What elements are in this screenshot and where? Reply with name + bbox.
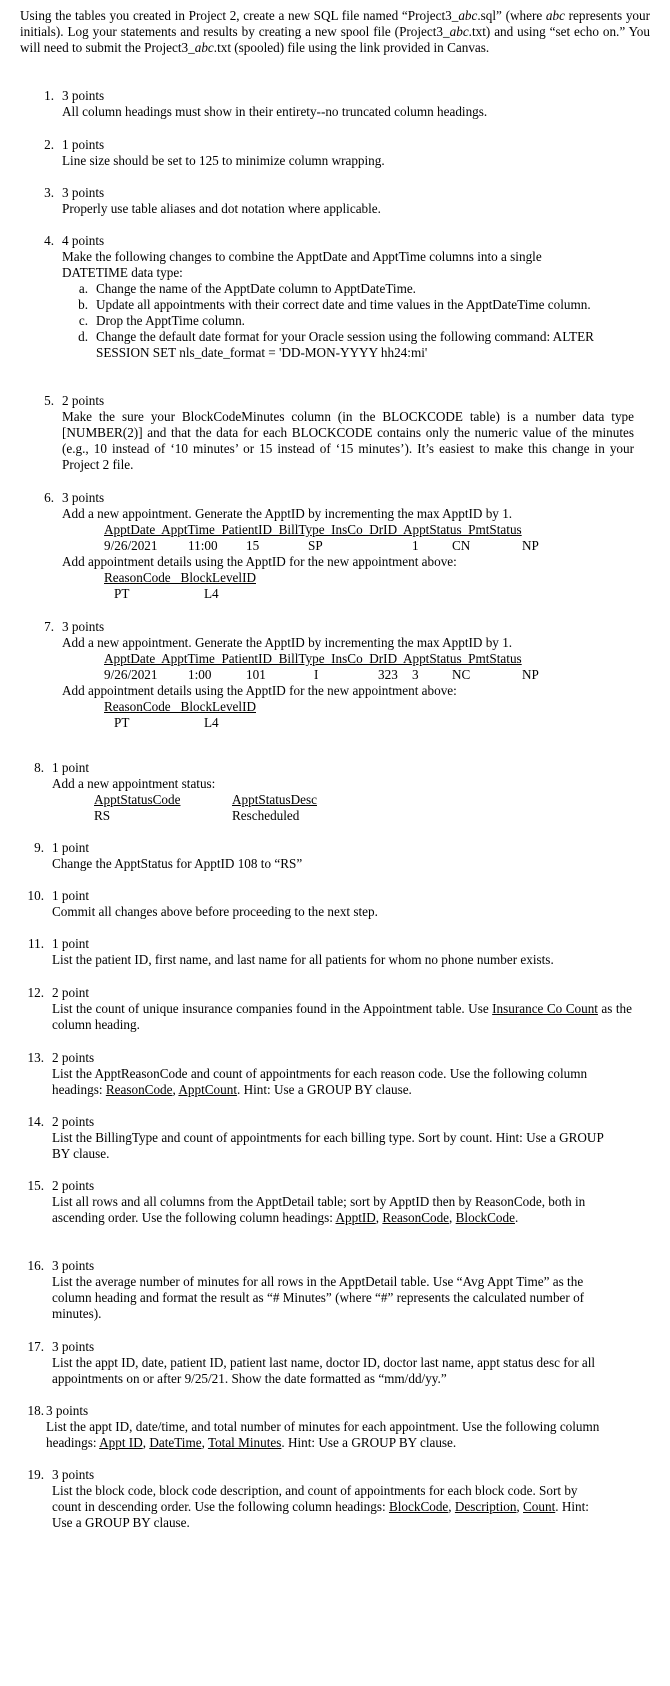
item-points: 1 point bbox=[52, 760, 89, 775]
intro-text: represents your initials). Log your statements and results by creating a new spool file (Project3_ bbox=[20, 8, 650, 39]
list-item bbox=[0, 985, 650, 1033]
item-text bbox=[52, 1066, 592, 1098]
list-item bbox=[0, 233, 650, 361]
sub-item bbox=[62, 297, 602, 313]
item-text-part: . bbox=[514, 1210, 519, 1225]
item-number: 7. bbox=[44, 619, 54, 634]
item-points: 1 point bbox=[52, 936, 89, 951]
sub-letter: d. bbox=[78, 329, 88, 344]
table-cell: 3 bbox=[412, 667, 419, 682]
table-cell: 1:00 bbox=[188, 667, 212, 682]
list-item bbox=[0, 137, 650, 169]
item-text: Add appointment details using the ApptID for the new appointment above: bbox=[62, 554, 457, 569]
list-item bbox=[0, 1050, 650, 1098]
intro-text: .sql” (where bbox=[477, 8, 546, 23]
table-cell: I bbox=[314, 667, 319, 682]
item-text-part: as the column heading. bbox=[52, 1001, 632, 1032]
item-number: 12. bbox=[27, 985, 44, 1000]
detail-table-header: ReasonCode BlockLevelID bbox=[104, 570, 256, 585]
item-points: 1 point bbox=[52, 888, 89, 903]
intro-abc: abc bbox=[545, 8, 565, 23]
item-text-part: , bbox=[449, 1210, 456, 1225]
table-cell: RS bbox=[94, 808, 111, 823]
table-cell: CN bbox=[452, 538, 471, 553]
appointment-table-header: ApptDate ApptTime PatientID BillType InsCo DrID ApptStatus PmtStatus bbox=[104, 522, 522, 537]
item-points: 3 points bbox=[62, 619, 105, 634]
item-text: Make the sure your BlockCodeMinutes column (in the BLOCKCODE table) is a number data type [NUMBER(2)] and that the data for each BLOCKCODE contains only the numeric value of the minutes (e.g., 10 instead of ‘10 minutes’ or 15 instead of ‘15 minutes’). It’s easiest to make this change in your Project 2 file. bbox=[62, 409, 634, 472]
item-text: Add a new appointment status: bbox=[52, 776, 216, 791]
item-text bbox=[52, 1483, 602, 1531]
item-text-part: . Hint: Use a GROUP BY clause. bbox=[52, 1499, 589, 1530]
item-number: 2. bbox=[44, 137, 54, 152]
item-number: 14. bbox=[27, 1114, 44, 1129]
sub-item bbox=[62, 281, 602, 297]
item-points: 2 points bbox=[52, 1114, 95, 1129]
sub-text: Change the name of the ApptDate column to ApptDateTime. bbox=[96, 281, 416, 296]
table-cell: L4 bbox=[204, 586, 219, 601]
list-item bbox=[0, 490, 650, 600]
item-text: List the average number of minutes for all rows in the ApptDetail table. Use “Avg Appt Time” as the column heading and format the result as “# Minutes” (where “#” represents the calculated number of minutes). bbox=[52, 1274, 585, 1321]
item-number: 13. bbox=[27, 1050, 44, 1065]
item-text-part: , bbox=[516, 1499, 524, 1514]
list-item bbox=[0, 1403, 650, 1451]
item-text-part: List the ApptReasonCode and count of appointments for each reason code. Use the following column headings: bbox=[52, 1066, 588, 1097]
item-points: 2 points bbox=[52, 1050, 95, 1065]
appointment-table-header: ApptDate ApptTime PatientID BillType InsCo DrID ApptStatus PmtStatus bbox=[104, 651, 522, 666]
item-points: 3 points bbox=[46, 1403, 89, 1418]
item-number: 5. bbox=[44, 393, 54, 408]
list-item bbox=[0, 185, 650, 217]
sub-letter: c. bbox=[78, 313, 88, 328]
table-cell: 101 bbox=[246, 667, 266, 682]
table-cell: 9/26/2021 bbox=[104, 538, 158, 553]
table-cell: 11:00 bbox=[188, 538, 218, 553]
item-points: 3 points bbox=[62, 490, 105, 505]
item-points: 2 points bbox=[52, 1178, 95, 1193]
item-number: 9. bbox=[34, 840, 44, 855]
item-number: 11. bbox=[28, 936, 44, 951]
list-item bbox=[0, 888, 650, 920]
status-desc-header: ApptStatusDesc bbox=[232, 792, 317, 807]
intro-text: .txt) and using “set echo on.” You will need to submit the Project3_ bbox=[20, 24, 650, 55]
item-text-part: , bbox=[375, 1210, 383, 1225]
column-heading-name: DateTime bbox=[149, 1435, 202, 1450]
item-points: 2 points bbox=[62, 393, 105, 408]
list-item bbox=[0, 936, 650, 968]
item-number: 3. bbox=[44, 185, 54, 200]
intro-paragraph bbox=[20, 8, 650, 56]
item-number: 18. bbox=[27, 1403, 44, 1418]
item-points: 4 points bbox=[62, 233, 105, 248]
list-item bbox=[0, 840, 650, 872]
column-heading-name: Appt ID bbox=[99, 1435, 143, 1450]
table-cell: L4 bbox=[204, 715, 219, 730]
column-heading-name: BlockCode bbox=[455, 1210, 515, 1225]
detail-table-header: ReasonCode BlockLevelID bbox=[104, 699, 256, 714]
list-item bbox=[0, 1258, 650, 1322]
item-text: Add appointment details using the ApptID for the new appointment above: bbox=[62, 683, 457, 698]
item-text bbox=[46, 1419, 611, 1451]
column-heading-name: Description bbox=[454, 1499, 517, 1514]
table-cell: 1 bbox=[412, 538, 419, 553]
table-cell: PT bbox=[114, 586, 130, 601]
item-text-part: List the count of unique insurance companies found in the Appointment table. Use bbox=[52, 1001, 493, 1016]
item-text: Add a new appointment. Generate the ApptID by incrementing the max ApptID by 1. bbox=[62, 635, 513, 650]
item-text: All column headings must show in their entirety--no truncated column headings. bbox=[62, 104, 488, 119]
item-text bbox=[52, 1194, 597, 1226]
item-points: 3 points bbox=[52, 1467, 95, 1482]
item-points: 3 points bbox=[62, 88, 105, 103]
item-text: List the BillingType and count of appointments for each billing type. Sort by count. Hint: Use a GROUP BY clause. bbox=[52, 1130, 604, 1161]
column-heading-name: ApptCount bbox=[178, 1082, 238, 1097]
sub-text: Change the default date format for your Oracle session using the following command: ALTER SESSION SET nls_date_format = 'DD-MON-YYYY hh24:mi' bbox=[96, 329, 594, 360]
sub-text: Drop the ApptTime column. bbox=[96, 313, 245, 328]
item-number: 10. bbox=[27, 888, 44, 903]
item-text-part: . Hint: Use a GROUP BY clause. bbox=[281, 1435, 457, 1450]
list-item bbox=[0, 1178, 650, 1226]
intro-abc: abc bbox=[458, 8, 478, 23]
item-text: Change the ApptStatus for ApptID 108 to “RS” bbox=[52, 856, 303, 871]
item-number: 15. bbox=[27, 1178, 44, 1193]
column-heading-name: Count bbox=[523, 1499, 556, 1514]
item-number: 16. bbox=[27, 1258, 44, 1273]
sub-letter: b. bbox=[78, 297, 88, 312]
item-text: Properly use table aliases and dot notation where applicable. bbox=[62, 201, 381, 216]
item-text-part: , bbox=[201, 1435, 208, 1450]
table-cell: SP bbox=[308, 538, 323, 553]
table-cell: Rescheduled bbox=[232, 808, 300, 823]
sub-item bbox=[62, 329, 602, 361]
item-points: 3 points bbox=[62, 185, 105, 200]
item-number: 8. bbox=[34, 760, 44, 775]
column-heading-name: Total Minutes bbox=[207, 1435, 282, 1450]
table-cell: NC bbox=[452, 667, 471, 682]
item-number: 17. bbox=[27, 1339, 44, 1354]
item-text bbox=[52, 1001, 632, 1033]
item-points: 3 points bbox=[52, 1258, 95, 1273]
item-points: 3 points bbox=[52, 1339, 95, 1354]
intro-abc: abc bbox=[194, 40, 214, 55]
item-points: 1 points bbox=[62, 137, 105, 152]
table-cell: 323 bbox=[378, 667, 398, 682]
item-text-part: List the block code, block code description, and count of appointments for each block code. Sort by count in descending order. Use the following column headings: bbox=[52, 1483, 578, 1514]
list-item bbox=[0, 1114, 650, 1162]
item-text-part: List all rows and all columns from the ApptDetail table; sort by ApptID then by ReasonCode, both in ascending order. Use the following column headings: bbox=[52, 1194, 586, 1225]
item-points: 2 point bbox=[52, 985, 89, 1000]
column-heading-name: BlockCode bbox=[388, 1499, 449, 1514]
intro-text: Using the tables you created in Project 2, create a new SQL file named “Project3_ bbox=[20, 8, 459, 23]
list-item bbox=[0, 88, 650, 120]
table-cell: NP bbox=[522, 538, 539, 553]
intro-text: .txt (spooled) file using the link provided in Canvas. bbox=[213, 40, 490, 55]
item-number: 6. bbox=[44, 490, 54, 505]
item-text: Commit all changes above before proceeding to the next step. bbox=[52, 904, 378, 919]
item-text-part: , bbox=[172, 1082, 179, 1097]
item-text: Line size should be set to 125 to minimize column wrapping. bbox=[62, 153, 385, 168]
sub-text: Update all appointments with their correct date and time values in the ApptDateTime column. bbox=[96, 297, 591, 312]
status-code-header: ApptStatusCode bbox=[94, 792, 181, 807]
list-item bbox=[0, 619, 650, 729]
table-cell: 15 bbox=[246, 538, 260, 553]
item-text-part: List the appt ID, date/time, and total number of minutes for each appointment. Use the following column headings: bbox=[46, 1419, 600, 1450]
item-text-part: , bbox=[142, 1435, 150, 1450]
item-number: 4. bbox=[44, 233, 54, 248]
item-number: 19. bbox=[27, 1467, 44, 1482]
sub-letter: a. bbox=[78, 281, 88, 296]
table-cell: NP bbox=[522, 667, 539, 682]
item-text-part: , bbox=[448, 1499, 455, 1514]
item-text-part: . Hint: Use a GROUP BY clause. bbox=[237, 1082, 412, 1097]
item-text: List the appt ID, date, patient ID, patient last name, doctor ID, doctor last name, appt status desc for all appointments on or after 9/25/21. Show the date formatted as “mm/dd/yy.” bbox=[52, 1355, 596, 1386]
column-heading-name: ReasonCode bbox=[382, 1210, 450, 1225]
table-cell: 9/26/2021 bbox=[104, 667, 158, 682]
list-item bbox=[0, 760, 650, 830]
intro-abc: abc bbox=[449, 24, 469, 39]
item-text: Add a new appointment. Generate the ApptID by incrementing the max ApptID by 1. bbox=[62, 506, 513, 521]
item-text: List the patient ID, first name, and last name for all patients for whom no phone number exists. bbox=[52, 952, 554, 967]
item-number: 1. bbox=[44, 88, 54, 103]
column-heading-name: ReasonCode bbox=[105, 1082, 173, 1097]
item-text: Make the following changes to combine the ApptDate and ApptTime columns into a single DATETIME data type: bbox=[62, 249, 542, 280]
list-item bbox=[0, 393, 650, 473]
column-heading-name: ApptID bbox=[335, 1210, 376, 1225]
list-item bbox=[0, 1339, 650, 1387]
column-heading-name: Insurance Co Count bbox=[492, 1001, 598, 1016]
item-points: 1 point bbox=[52, 840, 89, 855]
list-item bbox=[0, 1467, 650, 1531]
sub-item bbox=[62, 313, 602, 329]
table-cell: PT bbox=[114, 715, 130, 730]
